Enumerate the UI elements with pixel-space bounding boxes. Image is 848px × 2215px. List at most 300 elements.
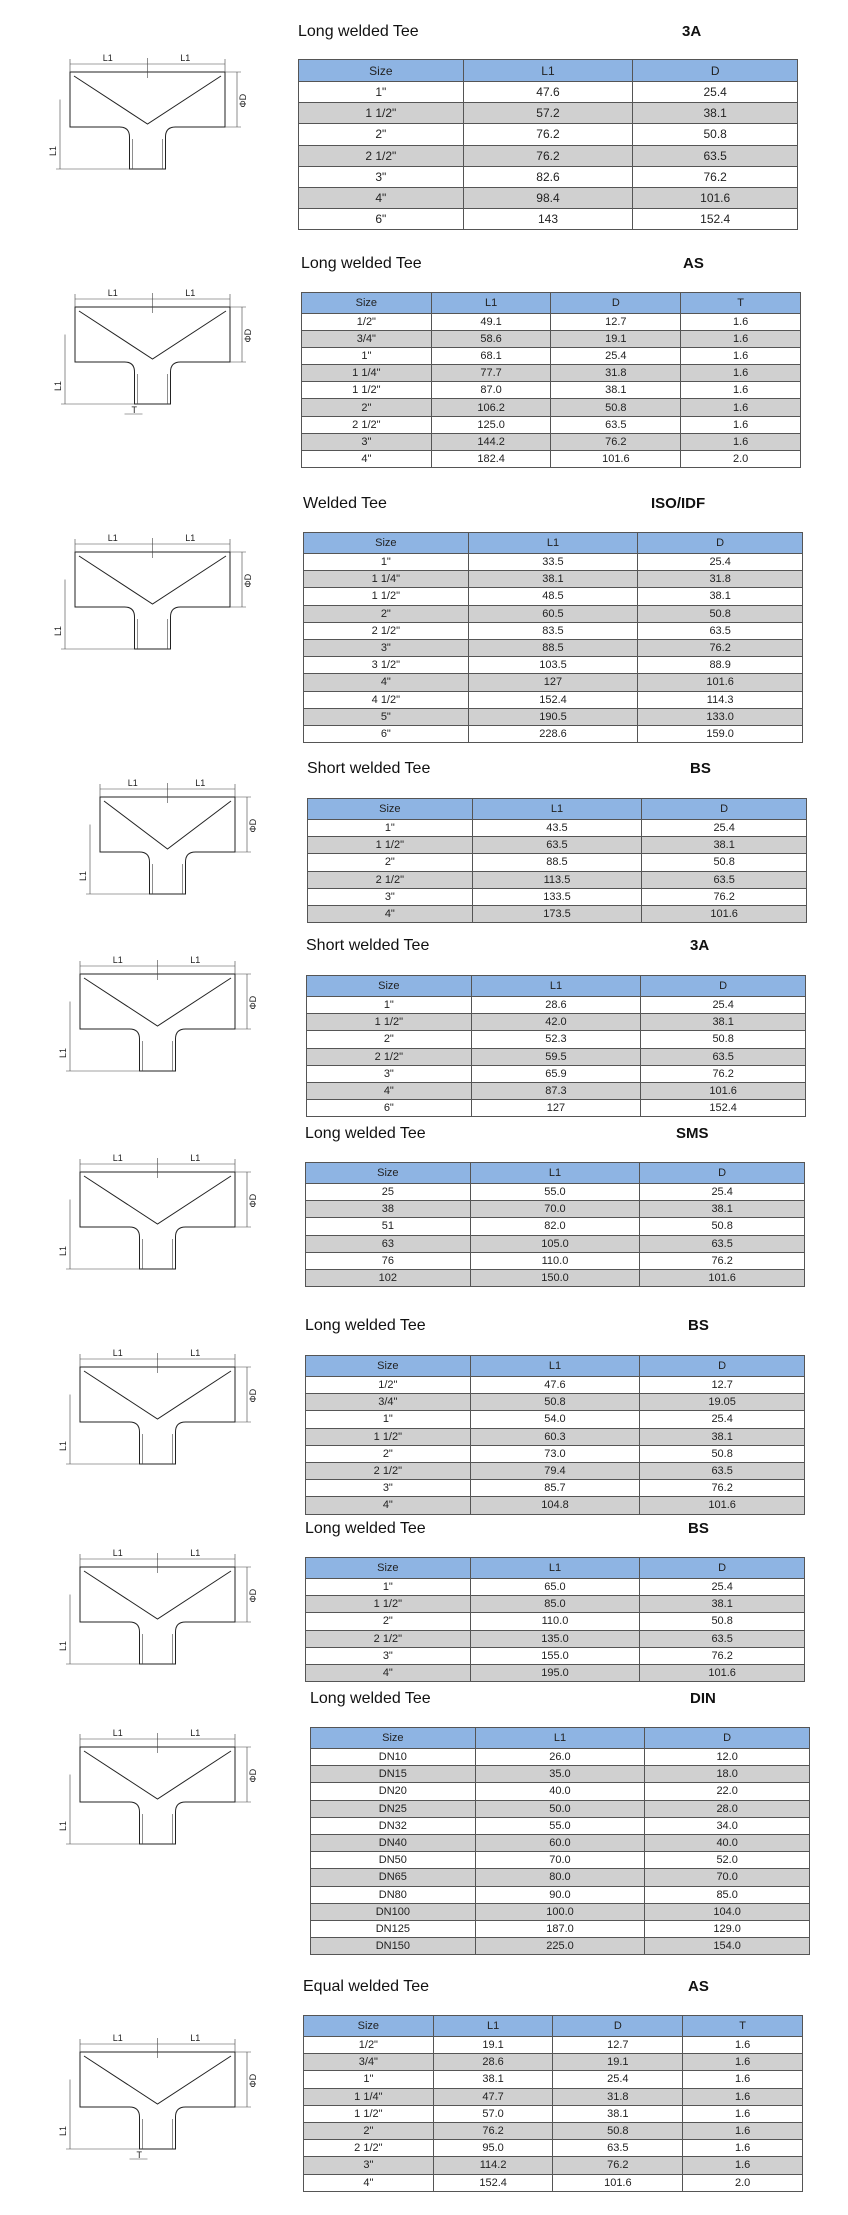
table-cell: 70.0	[475, 1852, 645, 1869]
table-cell: 28.0	[645, 1800, 810, 1817]
table-cell: 4"	[299, 187, 464, 208]
table-row	[308, 871, 807, 888]
diameter-label: ΦD	[248, 1388, 258, 1403]
table-cell: 101.6	[553, 2174, 683, 2191]
l1-label: L1	[190, 1728, 201, 1738]
table-row	[307, 1014, 806, 1031]
table-row	[304, 2174, 803, 2191]
table-cell: 2"	[306, 1613, 471, 1630]
table-cell: 3/4"	[304, 2054, 434, 2071]
table-cell: 98.4	[463, 187, 633, 208]
table-cell: 1"	[304, 554, 469, 571]
tee-outline	[80, 1567, 235, 1664]
table-cell: 76.2	[551, 433, 681, 450]
section-title: Long welded Tee	[305, 1125, 426, 1142]
table-cell: 12.7	[551, 314, 681, 331]
table-cell: 1 1/2"	[304, 2105, 434, 2122]
table-cell: 3"	[302, 433, 432, 450]
table-cell: 1/2"	[302, 314, 432, 331]
table-cell: 135.0	[470, 1630, 640, 1647]
table-cell: 101.6	[551, 450, 681, 467]
table-cell: 1"	[308, 820, 473, 837]
section-title: Long welded Tee	[305, 1520, 426, 1537]
table-cell: 3 1/2"	[304, 657, 469, 674]
table-cell: 1.6	[681, 365, 801, 382]
column-header: Size	[306, 1356, 471, 1377]
table-cell: DN20	[311, 1783, 476, 1800]
table-cell: 40.0	[475, 1783, 645, 1800]
column-header: Size	[306, 1558, 471, 1579]
table-cell: 60.3	[470, 1428, 640, 1445]
table-cell: 1 1/2"	[306, 1428, 471, 1445]
table-cell: DN25	[311, 1800, 476, 1817]
table-cell: 38.1	[638, 588, 803, 605]
table-row	[304, 2157, 803, 2174]
table-row	[304, 639, 803, 656]
table-cell: 110.0	[470, 1252, 640, 1269]
table-cell: 50.8	[470, 1394, 640, 1411]
table-cell: 1 1/2"	[304, 588, 469, 605]
table-row	[311, 1817, 810, 1834]
tee-wall-line	[143, 1239, 173, 1269]
table-cell: 59.5	[471, 1048, 641, 1065]
table-cell: 38.1	[633, 103, 798, 124]
table-cell: 2"	[308, 854, 473, 871]
table-cell: 88.5	[472, 854, 642, 871]
table-cell: 1.6	[681, 399, 801, 416]
table-cell: 1"	[306, 1579, 471, 1596]
table-cell: 3"	[304, 639, 469, 656]
table-cell: 1.6	[681, 331, 801, 348]
table-cell: 63.5	[640, 1630, 805, 1647]
table-cell: 42.0	[471, 1014, 641, 1031]
table-row	[304, 554, 803, 571]
table-cell: 50.8	[640, 1218, 805, 1235]
table-cell: 47.6	[470, 1377, 640, 1394]
table-cell: 88.9	[638, 657, 803, 674]
table-cell: 2.0	[683, 2174, 803, 2191]
table-header-row	[304, 2016, 803, 2037]
table-cell: 2 1/2"	[299, 145, 464, 166]
tee-diagram	[60, 952, 260, 1102]
table-row	[307, 1082, 806, 1099]
table-cell: 48.5	[468, 588, 638, 605]
table-cell: 129.0	[645, 1920, 810, 1937]
table-cell: 63.5	[642, 871, 807, 888]
table-cell: 43.5	[472, 820, 642, 837]
table-cell: 4"	[307, 1082, 472, 1099]
table-row	[306, 1445, 805, 1462]
l1-label: L1	[102, 53, 113, 63]
column-header: L1	[463, 60, 633, 82]
tee-diagram	[55, 285, 255, 435]
tee-outline	[80, 1367, 235, 1464]
table-header-row	[306, 1163, 805, 1184]
diameter-label: ΦD	[248, 1588, 258, 1603]
table-cell: 90.0	[475, 1886, 645, 1903]
tee-wall-line	[138, 374, 168, 404]
table-row	[299, 103, 798, 124]
diameter-label: ΦD	[248, 818, 258, 833]
table-cell: 38.1	[551, 382, 681, 399]
table-cell: 50.8	[633, 124, 798, 145]
thickness-label: T	[136, 2150, 142, 2160]
tee-junction-line	[84, 978, 231, 1026]
tee-diagram	[60, 1725, 260, 1875]
table-cell: 76.2	[640, 1480, 805, 1497]
l1-label: L1	[58, 1245, 68, 1256]
table-cell: 195.0	[470, 1664, 640, 1681]
column-header: D	[640, 1356, 805, 1377]
l1-label: L1	[58, 2125, 68, 2136]
column-header: L1	[470, 1558, 640, 1579]
table-cell: 2 1/2"	[306, 1462, 471, 1479]
table-cell: 95.0	[433, 2140, 553, 2157]
table-cell: DN100	[311, 1903, 476, 1920]
table-cell: DN150	[311, 1938, 476, 1955]
table-cell: 2 1/2"	[302, 416, 432, 433]
tee-diagram	[60, 1150, 260, 1300]
table-row	[302, 348, 801, 365]
table-cell: 87.0	[431, 382, 551, 399]
table-row	[311, 1766, 810, 1783]
table-cell: 52.3	[471, 1031, 641, 1048]
table-row	[307, 997, 806, 1014]
table-cell: 101.6	[641, 1082, 806, 1099]
table-cell: 26.0	[475, 1749, 645, 1766]
table-cell: 25.4	[640, 1411, 805, 1428]
tee-diagram	[60, 1345, 260, 1495]
column-header: T	[683, 2016, 803, 2037]
tee-outline	[100, 797, 235, 894]
table-cell: 105.0	[470, 1235, 640, 1252]
l1-vertical-dimension	[66, 1595, 140, 1665]
table-row	[304, 725, 803, 742]
table-cell: 155.0	[470, 1647, 640, 1664]
table-row	[306, 1184, 805, 1201]
table-cell: 3"	[306, 1647, 471, 1664]
table-cell: 133.0	[638, 708, 803, 725]
table-cell: 2 1/2"	[304, 2140, 434, 2157]
table-cell: DN40	[311, 1834, 476, 1851]
table-row	[306, 1428, 805, 1445]
section-title: Short welded Tee	[307, 760, 431, 777]
table-row	[306, 1480, 805, 1497]
table-cell: 40.0	[645, 1834, 810, 1851]
table-cell: DN125	[311, 1920, 476, 1937]
table-row	[306, 1613, 805, 1630]
table-row	[304, 571, 803, 588]
table-cell: 34.0	[645, 1817, 810, 1834]
table-row	[307, 1065, 806, 1082]
table-cell: 187.0	[475, 1920, 645, 1937]
spec-table	[301, 292, 801, 468]
l1-label: L1	[53, 380, 63, 391]
table-row	[311, 1800, 810, 1817]
table-row	[308, 888, 807, 905]
table-row	[308, 905, 807, 922]
section-title: Long welded Tee	[301, 255, 422, 272]
table-header-row	[311, 1728, 810, 1749]
tee-wall-line	[133, 139, 163, 169]
diameter-label: ΦD	[243, 328, 253, 343]
tee-wall-line	[143, 1814, 173, 1844]
column-header: Size	[304, 2016, 434, 2037]
l1-label: L1	[112, 2033, 123, 2043]
table-row	[302, 399, 801, 416]
table-row	[311, 1869, 810, 1886]
standard-label: AS	[688, 1978, 709, 1995]
table-header-row	[306, 1356, 805, 1377]
table-cell: 2"	[304, 605, 469, 622]
table-row	[302, 314, 801, 331]
table-cell: 80.0	[475, 1869, 645, 1886]
tee-wall-line	[143, 1041, 173, 1071]
tee-outline	[80, 2052, 235, 2149]
table-row	[304, 2088, 803, 2105]
thickness-label: T	[131, 405, 137, 415]
section-title: Long welded Tee	[305, 1317, 426, 1334]
l1-label: L1	[190, 2033, 201, 2043]
table-cell: 50.8	[640, 1613, 805, 1630]
l1-label: L1	[180, 53, 191, 63]
table-row	[306, 1394, 805, 1411]
table-cell: 76	[306, 1252, 471, 1269]
table-cell: 38.1	[642, 837, 807, 854]
table-row	[311, 1920, 810, 1937]
column-header: D	[641, 976, 806, 997]
table-cell: 76.2	[463, 124, 633, 145]
column-header: Size	[299, 60, 464, 82]
table-cell: 101.6	[633, 187, 798, 208]
table-cell: 3/4"	[302, 331, 432, 348]
table-cell: 4"	[302, 450, 432, 467]
section-title: Equal welded Tee	[303, 1978, 430, 1995]
table-cell: 144.2	[431, 433, 551, 450]
table-cell: 1 1/4"	[304, 2088, 434, 2105]
table-cell: 57.0	[433, 2105, 553, 2122]
table-cell: 1"	[307, 997, 472, 1014]
table-cell: 2 1/2"	[306, 1630, 471, 1647]
table-cell: 77.7	[431, 365, 551, 382]
column-header: D	[645, 1728, 810, 1749]
table-row	[302, 416, 801, 433]
table-cell: 83.5	[468, 622, 638, 639]
table-cell: 3/4"	[306, 1394, 471, 1411]
tee-diagram	[60, 1545, 260, 1695]
standard-label: BS	[688, 1520, 709, 1537]
table-cell: 19.05	[640, 1394, 805, 1411]
table-cell: 50.8	[642, 854, 807, 871]
table-cell: 2 1/2"	[308, 871, 473, 888]
section-title: Short welded Tee	[306, 937, 430, 954]
table-cell: 54.0	[470, 1411, 640, 1428]
table-cell: 125.0	[431, 416, 551, 433]
table-row	[308, 820, 807, 837]
table-cell: 76.2	[553, 2157, 683, 2174]
section-title: Long welded Tee	[310, 1690, 431, 1707]
table-cell: 25.4	[638, 554, 803, 571]
table-cell: 76.2	[640, 1252, 805, 1269]
spec-table	[305, 1162, 805, 1287]
table-cell: 114.2	[433, 2157, 553, 2174]
table-header-row	[302, 293, 801, 314]
table-cell: 190.5	[468, 708, 638, 725]
table-cell: 1/2"	[306, 1377, 471, 1394]
spec-table	[303, 2015, 803, 2192]
table-cell: 1.6	[681, 433, 801, 450]
table-header-row	[308, 799, 807, 820]
table-cell: 1 1/2"	[306, 1596, 471, 1613]
table-cell: 1 1/2"	[302, 382, 432, 399]
table-cell: 31.8	[551, 365, 681, 382]
column-header: Size	[308, 799, 473, 820]
table-cell: 2"	[307, 1031, 472, 1048]
table-row	[311, 1852, 810, 1869]
table-cell: 76.2	[463, 145, 633, 166]
table-cell: 22.0	[645, 1783, 810, 1800]
table-cell: 1.6	[683, 2054, 803, 2071]
tee-outline	[75, 307, 230, 404]
tee-wall-line	[143, 1634, 173, 1664]
table-cell: 2"	[302, 399, 432, 416]
table-cell: 1"	[306, 1411, 471, 1428]
table-cell: 60.5	[468, 605, 638, 622]
table-row	[299, 166, 798, 187]
section-title: Long welded Tee	[298, 23, 419, 40]
table-cell: 1.6	[681, 416, 801, 433]
column-header: L1	[431, 293, 551, 314]
table-cell: 31.8	[553, 2088, 683, 2105]
table-row	[306, 1252, 805, 1269]
table-cell: 50.8	[551, 399, 681, 416]
spec-table	[310, 1727, 810, 1955]
table-header-row	[304, 533, 803, 554]
table-cell: 1.6	[683, 2122, 803, 2139]
table-cell: 100.0	[475, 1903, 645, 1920]
tee-wall-line	[143, 2119, 173, 2149]
table-row	[306, 1664, 805, 1681]
table-cell: 38.1	[553, 2105, 683, 2122]
column-header: D	[551, 293, 681, 314]
table-row	[311, 1886, 810, 1903]
table-cell: 76.2	[638, 639, 803, 656]
table-cell: 33.5	[468, 554, 638, 571]
table-cell: 50.8	[553, 2122, 683, 2139]
l1-label: L1	[190, 955, 201, 965]
table-cell: 25.4	[640, 1184, 805, 1201]
table-cell: 79.4	[470, 1462, 640, 1479]
l1-label: L1	[107, 288, 118, 298]
table-cell: DN32	[311, 1817, 476, 1834]
table-cell: 104.8	[470, 1497, 640, 1514]
table-row	[304, 657, 803, 674]
column-header: D	[640, 1558, 805, 1579]
table-cell: 25.4	[641, 997, 806, 1014]
table-cell: 154.0	[645, 1938, 810, 1955]
table-row	[308, 854, 807, 871]
table-row	[311, 1749, 810, 1766]
column-header: L1	[471, 976, 641, 997]
l1-label: L1	[127, 778, 138, 788]
table-cell: 1.6	[681, 314, 801, 331]
standard-label: AS	[683, 255, 704, 272]
table-cell: 38	[306, 1201, 471, 1218]
table-cell: 58.6	[431, 331, 551, 348]
table-cell: DN65	[311, 1869, 476, 1886]
table-cell: 76.2	[642, 888, 807, 905]
column-header: Size	[304, 533, 469, 554]
table-cell: 25.4	[642, 820, 807, 837]
spec-table	[303, 532, 803, 743]
l1-vertical-dimension	[66, 1200, 140, 1270]
table-cell: DN50	[311, 1852, 476, 1869]
table-cell: 1.6	[683, 2071, 803, 2088]
table-cell: 50.8	[640, 1445, 805, 1462]
table-cell: 113.5	[472, 871, 642, 888]
tee-diagram	[55, 530, 255, 680]
table-cell: 25.4	[551, 348, 681, 365]
table-cell: 152.4	[433, 2174, 553, 2191]
table-row	[306, 1630, 805, 1647]
table-row	[302, 450, 801, 467]
table-cell: 152.4	[641, 1100, 806, 1117]
table-cell: 1.6	[683, 2105, 803, 2122]
standard-label: BS	[690, 760, 711, 777]
table-cell: 2 1/2"	[307, 1048, 472, 1065]
tee-diagram	[50, 50, 250, 200]
l1-vertical-dimension	[86, 825, 150, 895]
l1-label: L1	[185, 533, 196, 543]
table-cell: 1 1/4"	[302, 365, 432, 382]
table-cell: 127	[471, 1100, 641, 1117]
table-row	[307, 1031, 806, 1048]
tee-diagram	[80, 775, 260, 915]
table-cell: 63.5	[553, 2140, 683, 2157]
table-cell: 4"	[306, 1664, 471, 1681]
table-cell: 12.0	[645, 1749, 810, 1766]
standard-label: 3A	[690, 937, 710, 954]
table-row	[306, 1411, 805, 1428]
table-row	[304, 2105, 803, 2122]
table-cell: 1"	[304, 2071, 434, 2088]
diameter-label: ΦD	[248, 2073, 258, 2088]
tee-junction-line	[84, 1371, 231, 1419]
spec-table	[306, 975, 806, 1117]
table-cell: 2.0	[681, 450, 801, 467]
table-row	[306, 1235, 805, 1252]
table-cell: 127	[468, 674, 638, 691]
table-cell: 106.2	[431, 399, 551, 416]
column-header: L1	[470, 1163, 640, 1184]
tee-wall-line	[143, 1434, 173, 1464]
diameter-label: ΦD	[248, 1768, 258, 1783]
table-cell: 76.2	[633, 166, 798, 187]
table-row	[299, 187, 798, 208]
table-cell: 60.0	[475, 1834, 645, 1851]
table-cell: 82.6	[463, 166, 633, 187]
table-cell: 31.8	[638, 571, 803, 588]
table-header-row	[299, 60, 798, 82]
table-cell: 49.1	[431, 314, 551, 331]
table-row	[299, 145, 798, 166]
l1-vertical-dimension	[66, 1395, 140, 1465]
table-cell: 101.6	[638, 674, 803, 691]
table-cell: 2"	[304, 2122, 434, 2139]
table-cell: 38.1	[433, 2071, 553, 2088]
table-cell: 1.6	[683, 2140, 803, 2157]
table-cell: 47.7	[433, 2088, 553, 2105]
